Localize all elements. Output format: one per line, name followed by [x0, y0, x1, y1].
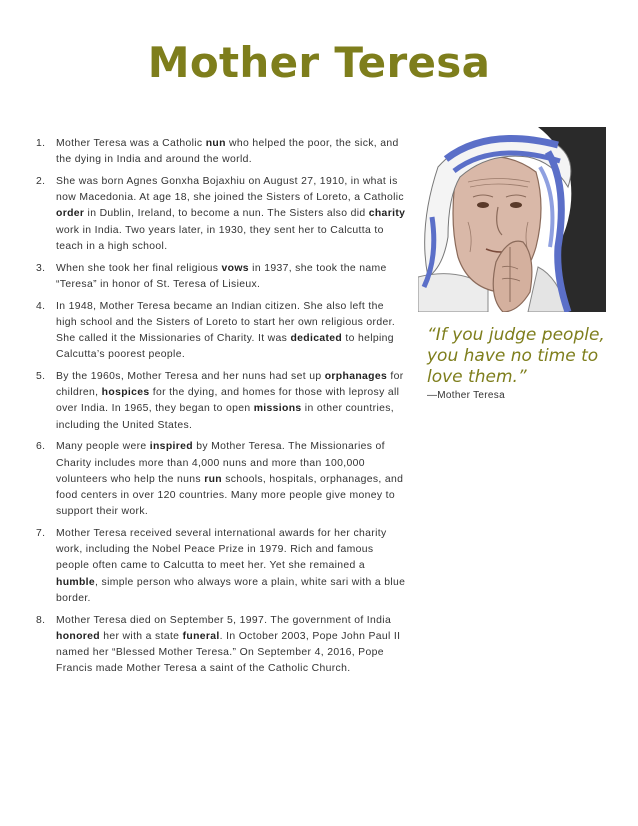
- quote-attribution: —Mother Teresa: [427, 390, 505, 401]
- item-text: By the 1960s, Mother Teresa and her nuns had set up orphanages for children, hospices for the dying, and homes for those with leprosy all over India. In 1965, they began to open missions in other countries, including the United States.: [56, 371, 404, 431]
- item-number: 1.: [36, 138, 46, 149]
- list-item: [36, 261, 408, 293]
- list-item: [36, 299, 408, 364]
- list-item: [36, 526, 408, 607]
- item-number: 2.: [36, 176, 46, 187]
- item-number: 3.: [36, 262, 46, 274]
- mother-teresa-portrait-icon: [418, 127, 606, 312]
- item-text: Mother Teresa received several international awards for her charity work, including the Nobel Peace Prize in 1979. Rich and famous people often came to Calcutta to meet her. Yet she remained a humble, simple person who always wore a plain, white sari with a blue border.: [56, 528, 406, 604]
- item-number: 4.: [36, 300, 46, 312]
- item-text: When she took her final religious vows in 1937, she took the name “Teresa” in honor of St. Teresa of Lisieux.: [56, 262, 387, 290]
- page-title: Mother Teresa: [147, 38, 491, 87]
- item-text: Mother Teresa died on September 5, 1997. The government of India honored her with a state funeral. In October 2003, Pope John Paul II named her “Blessed Mother Teresa.” On September 4, 2016, Pope Francis made Mother Teresa a saint of the Catholic Church.: [56, 614, 401, 675]
- item-text: Mother Teresa was a Catholic nun who helped the poor, the sick, and the dying in India and around the world.: [56, 138, 399, 166]
- item-text: She was born Agnes Gonxha Bojaxhiu on August 27, 1910, in what is now Macedonia. At age 18, she joined the Sisters of Loreto, a Catholic order in Dublin, Ireland, to become a nun. The Sisters also did charity work in India. Two years later, in 1930, they sent her to Calcutta to teach in a high school.: [56, 176, 406, 252]
- list-item: [36, 369, 408, 434]
- list-item: [36, 136, 408, 168]
- quote-text: “If you judge people, you have no time to love them.”: [427, 325, 605, 387]
- item-text: In 1948, Mother Teresa became an Indian citizen. She also left the high school and the Sisters of Loreto to start her own religious order. She called it the Missionaries of Charity. It was dedicated to helping Calcutta’s poorest people.: [56, 300, 396, 361]
- item-number: 6.: [36, 441, 46, 453]
- item-number: 7.: [36, 528, 46, 540]
- facts-list: [36, 136, 408, 683]
- list-item: [36, 613, 408, 678]
- list-item: [36, 439, 408, 520]
- portrait-image: [418, 127, 606, 312]
- list-item: [36, 174, 408, 255]
- item-number: 8.: [36, 614, 46, 626]
- item-text: Many people were inspired by Mother Teresa. The Missionaries of Charity includes more than 4,000 nuns and more than 100,000 volunteers who help the nuns run schools, hospitals, orphanages, and food centers in over 120 countries. Many more people give money to support their work.: [56, 441, 404, 518]
- item-number: 5.: [36, 371, 46, 383]
